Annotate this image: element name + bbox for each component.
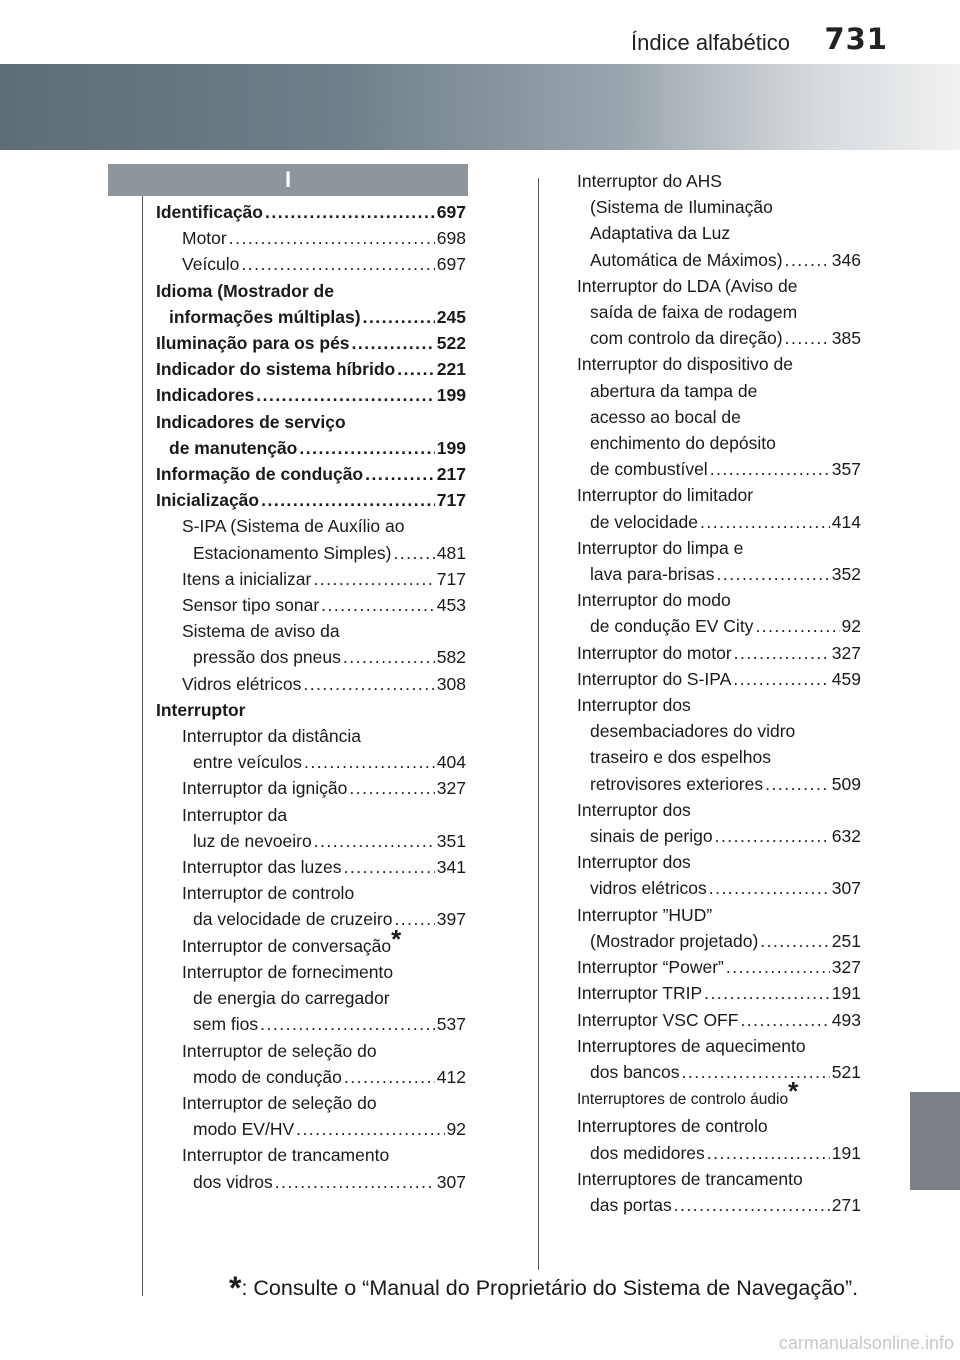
leader-dots bbox=[707, 1140, 830, 1166]
index-entry bbox=[577, 875, 861, 901]
index-term: Indicadores bbox=[156, 385, 255, 406]
index-entry bbox=[156, 225, 466, 251]
index-term: Estacionamento Simples) bbox=[193, 542, 392, 563]
page-reference: 92 bbox=[841, 616, 861, 637]
index-thumb-tab bbox=[910, 1092, 960, 1190]
page-reference: 717 bbox=[436, 568, 466, 589]
page-reference: 582 bbox=[436, 647, 466, 668]
index-entry bbox=[577, 640, 861, 666]
page-reference: 521 bbox=[831, 1061, 861, 1082]
page-reference: 459 bbox=[831, 668, 861, 689]
index-term: Identificação bbox=[156, 202, 263, 222]
index-term: de velocidade bbox=[590, 511, 698, 532]
leader-dots bbox=[700, 509, 830, 535]
index-line bbox=[577, 194, 861, 220]
index-entry bbox=[577, 456, 861, 482]
index-term: de condução EV City bbox=[590, 616, 754, 637]
page-reference: 357 bbox=[831, 459, 861, 480]
index-term: Interruptor dos bbox=[577, 695, 691, 716]
index-line bbox=[156, 1038, 466, 1064]
leader-dots bbox=[241, 251, 434, 277]
asterisk-marker: * bbox=[391, 923, 402, 954]
index-term: Interruptor de seleção do bbox=[182, 1092, 377, 1113]
index-term: Interruptor do modo bbox=[577, 590, 731, 611]
leader-dots bbox=[321, 592, 435, 618]
index-term: Vidros elétricos bbox=[182, 673, 302, 694]
index-entry bbox=[156, 749, 466, 775]
index-entry bbox=[577, 1007, 861, 1033]
page-reference: 327 bbox=[831, 642, 861, 663]
leader-dots bbox=[674, 1192, 830, 1218]
index-term: Interruptor das luzes bbox=[182, 857, 342, 878]
index-term: Interruptor do dispositivo de bbox=[577, 354, 793, 375]
index-term: desembaciadores do vidro bbox=[590, 721, 796, 742]
page-reference: 397 bbox=[436, 909, 466, 930]
left-divider bbox=[142, 196, 143, 1296]
index-term: Interruptor de fornecimento bbox=[182, 961, 394, 982]
index-line bbox=[156, 513, 466, 539]
index-term: dos bancos bbox=[590, 1061, 680, 1082]
index-term: das portas bbox=[590, 1194, 672, 1215]
leader-dots bbox=[352, 330, 435, 356]
index-term: Interruptor de controlo bbox=[182, 883, 355, 904]
index-term: de combustível bbox=[590, 459, 708, 480]
page-reference: 414 bbox=[831, 511, 861, 532]
page-reference: 522 bbox=[436, 333, 466, 354]
index-entry bbox=[577, 823, 861, 849]
page-reference: 308 bbox=[436, 673, 466, 694]
index-term: Interruptor TRIP bbox=[577, 983, 703, 1004]
index-entry bbox=[577, 771, 861, 797]
index-term: abertura da tampa de bbox=[590, 380, 758, 401]
leader-dots bbox=[314, 828, 435, 854]
index-line bbox=[156, 923, 466, 959]
index-term: Informação de condução bbox=[156, 464, 364, 485]
header-title: Índice alfabético bbox=[631, 30, 790, 55]
page-reference: 351 bbox=[436, 830, 466, 851]
index-term: dos medidores bbox=[590, 1142, 705, 1163]
page-reference: 697 bbox=[436, 254, 466, 275]
index-line bbox=[577, 482, 861, 508]
asterisk-marker: * bbox=[788, 1076, 799, 1107]
index-entry bbox=[577, 980, 861, 1006]
page-reference: 191 bbox=[831, 983, 861, 1004]
leader-dots bbox=[344, 854, 435, 880]
leader-dots bbox=[397, 356, 435, 382]
index-entry bbox=[577, 613, 861, 639]
leader-dots bbox=[344, 1064, 435, 1090]
index-line bbox=[156, 723, 466, 749]
index-entry bbox=[156, 1169, 466, 1195]
index-line bbox=[577, 1166, 861, 1192]
page-reference: 245 bbox=[436, 306, 466, 327]
page-reference: 385 bbox=[831, 328, 861, 349]
index-line bbox=[156, 1142, 466, 1168]
index-line bbox=[577, 849, 861, 875]
page-number: 731 bbox=[824, 22, 888, 56]
index-term: Interruptor do LDA (Aviso de bbox=[577, 275, 798, 296]
leader-dots bbox=[710, 456, 830, 482]
index-line bbox=[577, 587, 861, 613]
index-line bbox=[577, 902, 861, 928]
index-term: Veículo bbox=[182, 254, 240, 275]
leader-dots bbox=[393, 540, 434, 566]
leader-dots bbox=[275, 1169, 435, 1195]
index-term: Inicialização bbox=[156, 490, 260, 511]
index-entry bbox=[156, 304, 466, 330]
index-line bbox=[577, 378, 861, 404]
leader-dots bbox=[726, 954, 830, 980]
index-line bbox=[156, 959, 466, 985]
leader-dots bbox=[765, 771, 830, 797]
index-entry bbox=[156, 356, 466, 382]
index-entry bbox=[156, 671, 466, 697]
index-term: pressão dos pneus bbox=[193, 647, 341, 668]
page-reference: 217 bbox=[436, 464, 466, 485]
leader-dots bbox=[304, 749, 435, 775]
page-reference: 412 bbox=[436, 1066, 466, 1087]
page-reference: 453 bbox=[436, 595, 466, 616]
index-term: Interruptor VSC OFF bbox=[577, 1009, 739, 1030]
index-entry bbox=[156, 540, 466, 566]
index-line bbox=[156, 802, 466, 828]
index-term: Sistema de aviso da bbox=[182, 621, 340, 642]
leader-dots bbox=[313, 566, 434, 592]
index-term: Interruptor de trancamento bbox=[182, 1145, 390, 1166]
index-entry bbox=[577, 1192, 861, 1218]
index-line bbox=[577, 168, 861, 194]
watermark: carmanualsonline.info bbox=[778, 1333, 954, 1353]
index-term: Interruptor do AHS bbox=[577, 171, 722, 191]
index-term: dos vidros bbox=[193, 1171, 273, 1192]
index-line bbox=[577, 404, 861, 430]
index-term: Adaptativa da Luz bbox=[590, 223, 731, 244]
index-entry bbox=[156, 251, 466, 277]
index-entry bbox=[577, 666, 861, 692]
index-line bbox=[577, 299, 861, 325]
index-term: Interruptor de conversação bbox=[182, 935, 392, 956]
index-line bbox=[156, 697, 466, 723]
index-entry bbox=[156, 330, 466, 356]
leader-dots bbox=[299, 435, 434, 461]
index-line bbox=[156, 278, 466, 304]
leader-dots bbox=[734, 640, 830, 666]
index-term: modo de condução bbox=[193, 1066, 342, 1087]
index-line bbox=[577, 1113, 861, 1139]
index-term: de manutenção bbox=[169, 437, 298, 458]
index-column-right bbox=[577, 168, 861, 1218]
leader-dots bbox=[343, 644, 435, 670]
index-line bbox=[156, 1090, 466, 1116]
leader-dots bbox=[260, 1011, 435, 1037]
page-reference: 307 bbox=[436, 1171, 466, 1192]
page-reference: 271 bbox=[831, 1194, 861, 1215]
index-entry bbox=[156, 1064, 466, 1090]
page-reference: 341 bbox=[436, 857, 466, 878]
index-term: (Sistema de Iluminação bbox=[590, 197, 773, 218]
index-entry bbox=[577, 1140, 861, 1166]
leader-dots bbox=[365, 461, 435, 487]
leader-dots bbox=[760, 928, 830, 954]
index-line bbox=[577, 797, 861, 823]
index-entry bbox=[156, 854, 466, 880]
page-reference: 717 bbox=[436, 490, 466, 511]
index-entry bbox=[156, 906, 466, 932]
index-line bbox=[577, 430, 861, 456]
index-line bbox=[577, 220, 861, 246]
footnote-asterisk: * bbox=[229, 1270, 242, 1306]
index-entry bbox=[577, 561, 861, 587]
index-term: da velocidade de cruzeiro bbox=[193, 909, 393, 930]
index-entry bbox=[156, 644, 466, 670]
index-line bbox=[156, 618, 466, 644]
index-term: sinais de perigo bbox=[590, 826, 713, 847]
index-term: Interruptor do S-IPA bbox=[577, 668, 732, 689]
index-line bbox=[577, 1076, 861, 1113]
page-reference: 199 bbox=[436, 437, 466, 458]
leader-dots bbox=[349, 775, 434, 801]
leader-dots bbox=[717, 561, 830, 587]
index-term: sem fios bbox=[193, 1014, 259, 1035]
index-term: Interruptor do limitador bbox=[577, 485, 754, 506]
page-reference: 346 bbox=[831, 249, 861, 270]
index-entry bbox=[156, 828, 466, 854]
index-term: lava para-brisas bbox=[590, 564, 715, 585]
index-term: Interruptor da bbox=[182, 804, 288, 825]
index-term: Iluminação para os pés bbox=[156, 333, 350, 354]
index-entry bbox=[577, 954, 861, 980]
index-term: Interruptores de aquecimento bbox=[577, 1035, 806, 1056]
index-term: modo EV/HV bbox=[193, 1119, 295, 1140]
index-entry bbox=[156, 1116, 466, 1142]
index-entry bbox=[156, 566, 466, 592]
index-term: Interruptor bbox=[156, 699, 246, 720]
leader-dots bbox=[733, 666, 829, 692]
header-banner bbox=[0, 64, 960, 150]
footnote bbox=[229, 1266, 859, 1306]
page-reference: 327 bbox=[831, 957, 861, 978]
page-reference: 307 bbox=[831, 878, 861, 899]
leader-dots bbox=[682, 1059, 830, 1085]
index-term: Indicadores de serviço bbox=[156, 411, 346, 432]
page-reference: 698 bbox=[436, 228, 466, 249]
leader-dots bbox=[715, 823, 830, 849]
index-term: Indicador do sistema híbrido bbox=[156, 359, 396, 380]
page-header bbox=[0, 0, 960, 64]
page-reference: 221 bbox=[436, 359, 466, 380]
index-entry bbox=[577, 509, 861, 535]
leader-dots bbox=[740, 1007, 829, 1033]
index-term: S-IPA (Sistema de Auxílio ao bbox=[182, 516, 405, 537]
section-letter-header: I bbox=[108, 164, 468, 196]
index-entry bbox=[156, 592, 466, 618]
index-term: Interruptor ”HUD” bbox=[577, 904, 713, 925]
index-term: de energia do carregador bbox=[193, 988, 390, 1009]
index-term: Interruptor dos bbox=[577, 852, 691, 873]
index-term: acesso ao bocal de bbox=[590, 406, 741, 427]
page-reference: 404 bbox=[436, 752, 466, 773]
index-line bbox=[156, 409, 466, 435]
index-term: Interruptor dos bbox=[577, 799, 691, 820]
index-line bbox=[577, 744, 861, 770]
index-term: Interruptor da distância bbox=[182, 726, 361, 747]
index-line bbox=[577, 535, 861, 561]
index-entry bbox=[156, 382, 466, 408]
index-term: (Mostrador projetado) bbox=[590, 930, 759, 951]
index-term: Interruptor do limpa e bbox=[577, 537, 744, 558]
index-term: Interruptor “Power” bbox=[577, 957, 724, 978]
index-entry bbox=[577, 325, 861, 351]
index-term: retrovisores exteriores bbox=[590, 773, 764, 794]
index-term: saída de faixa de rodagem bbox=[590, 302, 798, 323]
index-column-left bbox=[156, 199, 466, 1195]
index-entry bbox=[156, 199, 466, 225]
index-term: luz de nevoeiro bbox=[193, 830, 312, 851]
index-line bbox=[577, 273, 861, 299]
leader-dots bbox=[265, 199, 435, 225]
index-term: Interruptor da ignição bbox=[182, 778, 348, 799]
leader-dots bbox=[709, 875, 830, 901]
index-entry bbox=[156, 487, 466, 513]
index-line bbox=[577, 351, 861, 377]
index-term: Automática de Máximos) bbox=[590, 249, 783, 270]
leader-dots bbox=[261, 487, 435, 513]
column-divider bbox=[538, 178, 539, 1270]
index-line bbox=[577, 692, 861, 718]
index-term: traseiro e dos espelhos bbox=[590, 747, 771, 768]
leader-dots bbox=[363, 304, 435, 330]
index-term: Itens a inicializar bbox=[182, 568, 312, 589]
index-term: com controlo da direção) bbox=[590, 328, 783, 349]
index-entry bbox=[577, 247, 861, 273]
index-line bbox=[577, 718, 861, 744]
index-term: vidros elétricos bbox=[590, 878, 707, 899]
page-reference: 191 bbox=[831, 1142, 861, 1163]
page-reference: 199 bbox=[436, 385, 466, 406]
page-reference: 352 bbox=[831, 564, 861, 585]
page-reference: 251 bbox=[831, 930, 861, 951]
index-term: informações múltiplas) bbox=[169, 306, 361, 327]
leader-dots bbox=[704, 980, 830, 1006]
index-term: enchimento do depósito bbox=[590, 433, 776, 454]
footnote-text: : Consulte o “Manual do Proprietário do Sistema de Navegação”. bbox=[241, 1276, 859, 1300]
leader-dots bbox=[755, 613, 839, 639]
page-reference: 481 bbox=[436, 542, 466, 563]
index-entry bbox=[577, 1059, 861, 1085]
leader-dots bbox=[785, 325, 830, 351]
page-reference: 632 bbox=[831, 826, 861, 847]
index-entry bbox=[577, 928, 861, 954]
index-line bbox=[156, 985, 466, 1011]
index-term: Interruptores de trancamento bbox=[577, 1168, 803, 1189]
index-term: Interruptores de controlo áudio bbox=[577, 1091, 789, 1109]
page-reference: 327 bbox=[436, 778, 466, 799]
index-term: Sensor tipo sonar bbox=[182, 595, 320, 616]
page-reference: 493 bbox=[831, 1009, 861, 1030]
index-term: Interruptores de controlo bbox=[577, 1116, 768, 1137]
index-line bbox=[577, 1033, 861, 1059]
index-entry bbox=[156, 775, 466, 801]
leader-dots bbox=[785, 247, 830, 273]
index-term: Interruptor de seleção do bbox=[182, 1040, 377, 1061]
index-entry bbox=[156, 461, 466, 487]
index-entry bbox=[156, 1011, 466, 1037]
index-entry bbox=[156, 435, 466, 461]
page-reference: 697 bbox=[436, 202, 466, 222]
leader-dots bbox=[303, 671, 434, 697]
page-reference: 92 bbox=[446, 1119, 466, 1140]
leader-dots bbox=[229, 225, 435, 251]
index-term: Motor bbox=[182, 228, 227, 249]
index-term: entre veículos bbox=[193, 752, 302, 773]
index-term: Interruptor do motor bbox=[577, 642, 732, 663]
leader-dots bbox=[296, 1116, 444, 1142]
index-line bbox=[156, 880, 466, 906]
leader-dots bbox=[256, 382, 435, 408]
page-reference: 537 bbox=[436, 1014, 466, 1035]
page-reference: 509 bbox=[831, 773, 861, 794]
index-term: Idioma (Mostrador de bbox=[156, 280, 334, 301]
